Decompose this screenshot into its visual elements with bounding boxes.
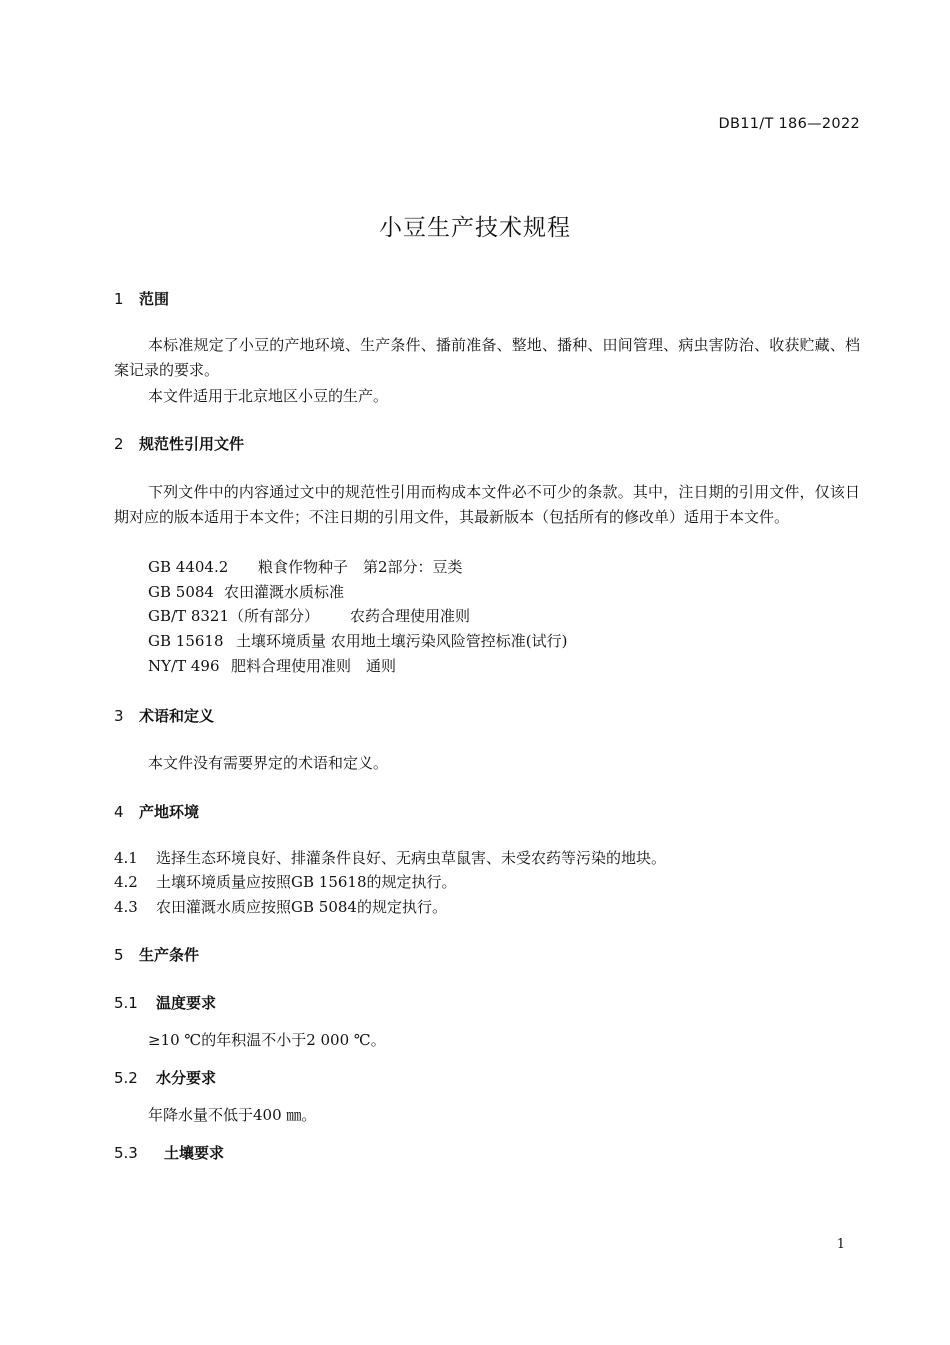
subsection-5-3-heading <box>114 1142 224 1163</box>
section-1-scope-note: 本文件适用于北京地区小豆的生产。 <box>148 387 389 405</box>
section-2-heading <box>114 433 244 454</box>
clause-item <box>114 871 457 892</box>
reference-code: GB 15618 <box>148 632 224 650</box>
subsection-5-1-text: ≥10 ℃的年积温不小于2 000 ℃。 <box>148 1031 386 1049</box>
subsection-title: 温度要求 <box>156 994 217 1012</box>
subsection-number: 5.3 <box>114 1144 138 1162</box>
section-5-heading <box>114 944 199 965</box>
reference-code: GB/T 8321（所有部分） <box>148 607 320 625</box>
reference-code: GB 4404.2 <box>148 558 229 576</box>
section-title: 规范性引用文件 <box>139 435 245 453</box>
subsection-title: 土壤要求 <box>164 1144 225 1162</box>
section-number: 1 <box>114 290 124 308</box>
reference-name: 农田灌溉水质标准 <box>224 583 345 601</box>
reference-name: 农药合理使用准则 <box>350 607 471 625</box>
section-title: 生产条件 <box>139 946 200 964</box>
section-number: 5 <box>114 946 124 964</box>
reference-code: NY/T 496 <box>148 657 220 675</box>
section-4-heading <box>114 801 199 822</box>
reference-item <box>148 630 567 651</box>
section-number: 2 <box>114 435 124 453</box>
section-number: 4 <box>114 803 124 821</box>
subsection-title: 水分要求 <box>156 1069 217 1087</box>
section-2-intro: 下列文件中的内容通过文中的规范性引用而构成本文件必不可少的条款。其中，注日期的引用文件，仅该日期对应的版本适用于本文件；不注日期的引用文件，其最新版本（包括所有的修改单）适用于本文件。 <box>114 483 860 526</box>
section-3-paragraph: 本文件没有需要界定的术语和定义。 <box>148 754 389 772</box>
section-1-paragraph: 本标准规定了小豆的产地环境、生产条件、播前准备、整地、播种、田间管理、病虫害防治、收获贮藏、档案记录的要求。 <box>114 336 860 379</box>
section-title: 术语和定义 <box>139 707 215 725</box>
clause-text: 选择生态环境良好、排灌条件良好、无病虫草鼠害、未受农药等污染的地块。 <box>156 849 667 867</box>
reference-item <box>148 655 396 676</box>
clause-text: 土壤环境质量应按照GB 15618的规定执行。 <box>156 873 457 891</box>
reference-name: 肥料合理使用准则 通则 <box>231 657 397 675</box>
reference-item <box>148 605 470 626</box>
document-code: DB11/T 186—2022 <box>718 116 860 132</box>
subsection-number: 5.2 <box>114 1069 138 1087</box>
reference-code: GB 5084 <box>148 583 214 601</box>
subsection-5-2-text: 年降水量不低于400 ㎜。 <box>148 1106 317 1124</box>
clause-item <box>114 847 666 868</box>
reference-name: 粮食作物种子 第2部分：豆类 <box>258 558 463 576</box>
reference-item <box>148 556 463 577</box>
subsection-5-2-heading <box>114 1067 216 1088</box>
clause-text: 农田灌溉水质应按照GB 5084的规定执行。 <box>156 898 447 916</box>
clause-number: 4.3 <box>114 898 138 916</box>
section-title: 产地环境 <box>139 803 200 821</box>
clause-number: 4.2 <box>114 873 138 891</box>
clause-item <box>114 896 447 917</box>
subsection-number: 5.1 <box>114 994 138 1012</box>
document-title: 小豆生产技术规程 <box>379 215 571 241</box>
reference-name: 土壤环境质量 农用地土壤污染风险管控标准(试行) <box>236 632 568 650</box>
page-number: 1 <box>836 1237 845 1252</box>
section-3-heading <box>114 705 214 726</box>
section-1-heading <box>114 288 169 309</box>
reference-item <box>148 581 344 602</box>
section-number: 3 <box>114 707 124 725</box>
section-title: 范围 <box>139 290 170 308</box>
subsection-5-1-heading <box>114 992 216 1013</box>
clause-number: 4.1 <box>114 849 138 867</box>
